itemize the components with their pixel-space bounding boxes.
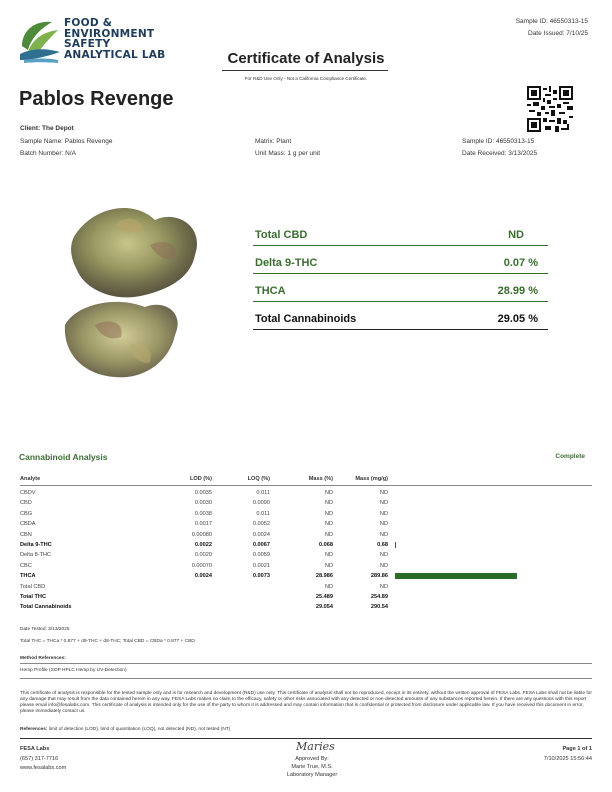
cell-loq: 0.0059 (252, 552, 270, 559)
cell-mass-mg: 0.68 (377, 542, 388, 548)
summary-thca (253, 279, 548, 302)
client-name: Client: The Depot (20, 125, 74, 132)
date-tested: Date Tested: 3/13/2025 (20, 627, 70, 632)
col-header-lod: LOD (%) (189, 476, 212, 482)
references (20, 727, 230, 732)
table-header-rule (20, 485, 592, 486)
summary-total-cannabinoids (253, 307, 548, 330)
approved-by-label: Approved By: (295, 756, 329, 762)
product-photo (55, 195, 235, 395)
lab-name-line: ENVIRONMENT (64, 27, 155, 40)
table-row (20, 540, 592, 550)
summary-label: Total CBD (255, 229, 308, 241)
cell-lod: 0.0024 (194, 573, 212, 580)
footer-rule (20, 738, 592, 739)
method-title: Method References: (20, 656, 66, 661)
lab-name-line: FOOD & (64, 17, 113, 29)
signature: Maries (296, 740, 335, 753)
method-bottom-rule (20, 678, 592, 679)
cell-mass-mg: 254.89 (370, 594, 388, 600)
table-row (20, 592, 592, 602)
cell-mass-mg: ND (379, 562, 388, 569)
lab-name-line: SAFETY (64, 38, 111, 51)
cell-loq: 0.0073 (252, 573, 270, 580)
summary-delta9-thc (253, 251, 548, 274)
product-name: Pablos Revenge (19, 88, 174, 110)
table-row (20, 530, 592, 540)
cell-mass-pct: ND (324, 521, 333, 528)
cell-analyte: CBDA (20, 521, 36, 528)
analysis-title: Cannabinoid Analysis (19, 452, 108, 462)
cell-mass-mg: ND (379, 552, 388, 559)
cell-lod: 0.00070 (191, 562, 212, 569)
mass-bar (395, 573, 517, 579)
cell-mass-mg: 290.54 (370, 604, 388, 611)
cell-mass-pct: 0.068 (319, 542, 333, 548)
cell-analyte: Total CBD (20, 583, 46, 590)
table-row (20, 498, 592, 508)
summary-value: 29.05 % (497, 313, 538, 325)
cell-analyte: CBG (20, 510, 33, 517)
cell-lod: 0.0022 (194, 542, 212, 548)
cell-lod: 0.0038 (194, 510, 212, 517)
lab-name-line: ANALYTICAL LAB (64, 48, 166, 61)
unit-mass: Unit Mass: 1 g per unit (255, 150, 321, 157)
cell-loq: 0.0052 (252, 521, 270, 528)
cell-mass-mg: ND (379, 500, 388, 507)
col-header-loq: LOQ (%) (247, 476, 270, 482)
cell-mass-mg: 289.86 (370, 573, 388, 580)
cell-analyte: THCA (20, 573, 36, 580)
cell-mass-pct: ND (324, 500, 333, 507)
use-note: For R&D Use Only - Not a California Compliance Certificate. (244, 76, 368, 81)
method-text: Hemp Profile (SOP HPLC Hemp by UV-Detection) (20, 668, 127, 673)
summary-total-cbd (253, 223, 548, 246)
cell-mass-pct: ND (324, 562, 333, 569)
cell-mass-pct: ND (324, 552, 333, 559)
col-header-mass-pct: Mass (%) (308, 476, 333, 482)
cell-analyte: CBDV (20, 490, 36, 496)
cell-mass-mg: ND (379, 583, 388, 590)
cell-lod: 0.0017 (194, 521, 212, 528)
method-rule (20, 663, 592, 664)
cell-loq: 0.011 (256, 510, 270, 517)
cell-analyte: CBC (20, 562, 32, 569)
approver-name: Marie True, M.S. (291, 764, 333, 770)
cell-analyte: Delta 8-THC (20, 552, 52, 559)
mass-bar (395, 542, 396, 548)
cell-mass-mg: ND (379, 531, 388, 538)
summary-label: THCA (255, 285, 286, 297)
cell-mass-pct: 28.986 (315, 573, 333, 580)
total-formula: Total THC = THCa * 0.877 + d9-THC + d8-THC; Total CBD = CBDa * 0.877 + CBD (20, 639, 195, 644)
document-title: Certificate of Analysis (227, 50, 385, 67)
cell-analyte: Total Cannabinoids (20, 604, 72, 611)
cell-mass-pct: ND (324, 510, 333, 517)
footer-lab-name: FESA Labs (20, 746, 50, 752)
batch-number: Batch Number: N/A (20, 150, 76, 157)
summary-value: ND (508, 229, 524, 241)
cell-mass-mg: ND (379, 521, 388, 528)
footer-website[interactable]: www.fesalabs.com (20, 765, 67, 771)
cell-loq: 0.0024 (252, 531, 270, 538)
header-date-issued: Date Issued: 7/10/25 (528, 30, 588, 37)
footer-timestamp: 7/10/2025 15:56:44 (543, 756, 592, 762)
status-badge: Complete (555, 453, 585, 460)
sample-name: Sample Name: Pablos Revenge (20, 138, 113, 145)
cell-loq: 0.0090 (252, 500, 270, 507)
table-row (20, 582, 592, 592)
summary-value: 28.99 % (497, 285, 538, 297)
table-row (20, 488, 592, 498)
title-underline (222, 70, 388, 71)
table-row (20, 571, 592, 581)
disclaimer: This certificate of analysis is responsible for the tested sample only and is for research and development (R&D) use only. This certificate of analysis shall not be reproduced, except in its entirety, without the written approval of FESA Labs. FESA Labs shall not be liable for any damage that may result from the data contained herein in any way. FESA Labs makes no claim to the efficacy, safety or other risks associated with any detected or non-detected amounts of any substances reported herein. If there are any questions with this report please email info@fesalabs.com. This certificate of analysis is intended only for the use of the party to whom it is addressed and may contain information that is confidential or protected from disclosure under applicable law. If you have received this document in error, please immediately contact us. (20, 691, 592, 714)
cell-loq: 0.0021 (252, 562, 270, 569)
cell-mass-pct: 25.489 (315, 594, 333, 600)
table-row (20, 519, 592, 529)
qr-code[interactable] (527, 86, 573, 132)
cell-lod: 0.00080 (191, 531, 212, 538)
cell-analyte: Total THC (20, 594, 46, 600)
cell-mass-mg: ND (379, 490, 388, 496)
cell-analyte: CBD (20, 500, 32, 507)
cell-analyte: Delta 9-THC (20, 542, 52, 548)
references-label: References: (20, 727, 48, 732)
cell-mass-pct: ND (324, 490, 333, 496)
date-received: Date Received: 3/13/2025 (462, 150, 538, 157)
cell-loq: 0.011 (256, 490, 270, 496)
cell-lod: 0.0035 (194, 490, 212, 496)
col-header-mass-mg: Mass (mg/g) (355, 476, 388, 482)
summary-label: Total Cannabinoids (255, 313, 357, 325)
cell-loq: 0.0067 (252, 542, 270, 548)
analysis-table (20, 476, 592, 626)
cell-mass-pct: ND (324, 531, 333, 538)
summary-label: Delta 9-THC (255, 257, 318, 269)
sample-id: Sample ID: 46550313-15 (462, 138, 535, 145)
cell-mass-pct: ND (324, 583, 333, 590)
matrix: Matrix: Plant (255, 138, 292, 145)
footer-phone: (657) 317-7716 (20, 756, 59, 762)
col-header-analyte: Analyte (20, 476, 41, 482)
summary-value: 0.07 % (503, 257, 538, 269)
table-row (20, 561, 592, 571)
table-row (20, 550, 592, 560)
cell-lod: 0.0030 (194, 500, 212, 507)
references-text: limit of detection (LOD), limit of quantitation (LOQ), not detected (ND), not tested (NT) (47, 727, 231, 732)
page-number: Page 1 of 1 (562, 746, 592, 752)
table-row (20, 509, 592, 519)
approver-title: Laboratory Manager (286, 772, 338, 778)
cell-analyte: CBN (20, 531, 32, 538)
cell-mass-mg: ND (379, 510, 388, 517)
cell-lod: 0.0020 (194, 552, 212, 559)
table-row (20, 602, 592, 612)
cell-mass-pct: 29.054 (315, 604, 333, 611)
header-sample-id: Sample ID: 46550313-15 (515, 18, 588, 25)
